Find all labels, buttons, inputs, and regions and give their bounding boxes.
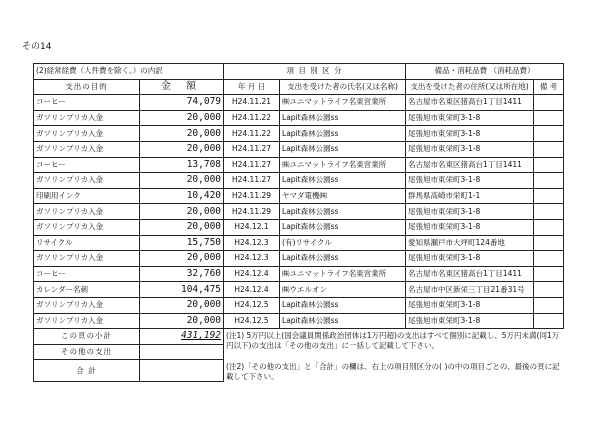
row-address: 名古屋市名東区猪高台1丁目1411 xyxy=(406,157,534,173)
row-purpose: ガソリンプリカ入金 xyxy=(34,110,140,126)
row-date: H24.11.27 xyxy=(224,141,280,157)
col-payee-header: 支出を受けた者の氏名(又は名称) xyxy=(280,79,406,95)
row-purpose: コーヒー xyxy=(34,266,140,282)
row-amount: 104,475 xyxy=(140,282,224,298)
total-value xyxy=(140,360,224,382)
subtotal-value: 431,192 xyxy=(140,329,224,345)
row-remarks xyxy=(534,95,564,111)
row-amount: 20,000 xyxy=(140,173,224,189)
row-address: 尾張旭市東栄町3-1-8 xyxy=(406,297,534,313)
table-row xyxy=(34,95,564,111)
row-amount: 74,079 xyxy=(140,95,224,111)
row-amount: 32,760 xyxy=(140,266,224,282)
row-address: 名古屋市名東区猪高台1丁目1411 xyxy=(406,95,534,111)
row-purpose: ガソリンプリカ入金 xyxy=(34,297,140,313)
row-purpose: 印刷用インク xyxy=(34,188,140,204)
row-purpose: ガソリンプリカ入金 xyxy=(34,313,140,329)
table-row xyxy=(34,204,564,220)
table-row xyxy=(34,219,564,235)
row-purpose: ガソリンプリカ入金 xyxy=(34,204,140,220)
row-address: 尾張旭市東栄町3-1-8 xyxy=(406,313,534,329)
row-purpose: ガソリンプリカ入金 xyxy=(34,141,140,157)
row-payee: Lapit森林公園ss xyxy=(280,204,406,220)
row-date: H24.11.29 xyxy=(224,188,280,204)
row-date: H24.12.4 xyxy=(224,266,280,282)
classification-label: 項 目 別 区 分 xyxy=(224,64,406,80)
row-remarks xyxy=(534,188,564,204)
row-amount: 13,708 xyxy=(140,157,224,173)
row-date: H24.12.5 xyxy=(224,297,280,313)
row-address: 群馬県高崎市栄町1-1 xyxy=(406,188,534,204)
row-purpose: ガソリンプリカ入金 xyxy=(34,126,140,142)
table-row xyxy=(34,235,564,251)
note-1: (注1) 5万円以上(国会議員関係政治団体は1万円超)の支出はすべて個別に記載し、5万円未満(同1万円以下)の支出は「その他の支出」に一括して記載して下さい。 xyxy=(226,331,560,351)
table-row xyxy=(34,282,564,298)
row-date: H24.11.29 xyxy=(224,204,280,220)
row-address: 尾張旭市東栄町3-1-8 xyxy=(406,219,534,235)
row-payee: Lapit森林公園ss xyxy=(280,251,406,267)
table-row xyxy=(34,126,564,142)
row-payee: Lapit森林公園ss xyxy=(280,173,406,189)
row-address: 尾張旭市東栄町3-1-8 xyxy=(406,173,534,189)
other-value xyxy=(140,344,224,360)
row-address: 名古屋市中区新栄三丁目21番31号 xyxy=(406,282,534,298)
row-remarks xyxy=(534,126,564,142)
subtotal-label: この頁の小計 xyxy=(34,329,140,345)
row-amount: 20,000 xyxy=(140,141,224,157)
row-payee: ㈱ウエルオン xyxy=(280,282,406,298)
row-amount: 15,750 xyxy=(140,235,224,251)
table-row xyxy=(34,313,564,329)
row-payee: Lapit森林公園ss xyxy=(280,126,406,142)
row-payee: ㈱ユニマットライフ名東営業所 xyxy=(280,266,406,282)
col-remarks-header: 備 考 xyxy=(534,79,564,95)
row-purpose: カレンダー名刺 xyxy=(34,282,140,298)
row-remarks xyxy=(534,219,564,235)
row-amount: 20,000 xyxy=(140,126,224,142)
row-remarks xyxy=(534,266,564,282)
table-row xyxy=(34,266,564,282)
row-payee: Lapit森林公園ss xyxy=(280,219,406,235)
row-date: H24.12.5 xyxy=(224,313,280,329)
row-purpose: ガソリンプリカ入金 xyxy=(34,251,140,267)
classification-value: 備品・消耗品費 （消耗品費） xyxy=(406,64,564,80)
total-label: 合 計 xyxy=(34,360,140,382)
row-date: H24.11.22 xyxy=(224,110,280,126)
row-amount: 10,420 xyxy=(140,188,224,204)
row-date: H24.11.27 xyxy=(224,157,280,173)
row-payee: ㈱ユニマットライフ名東営業所 xyxy=(280,95,406,111)
row-address: 尾張旭市東栄町3-1-8 xyxy=(406,110,534,126)
row-payee: Lapit森林公園ss xyxy=(280,297,406,313)
total-row xyxy=(34,360,564,382)
row-payee: Lapit森林公園ss xyxy=(280,110,406,126)
category-title: (2)経常経費（人件費を除く。）の内訳 xyxy=(34,64,224,80)
table-row xyxy=(34,188,564,204)
table-row xyxy=(34,297,564,313)
row-date: H24.11.21 xyxy=(224,95,280,111)
table-row xyxy=(34,173,564,189)
row-amount: 20,000 xyxy=(140,251,224,267)
row-amount: 20,000 xyxy=(140,219,224,235)
row-payee: Lapit森林公園ss xyxy=(280,141,406,157)
row-purpose: コーヒー xyxy=(34,157,140,173)
row-payee: (有)リサイクル xyxy=(280,235,406,251)
row-purpose: ガソリンプリカ入金 xyxy=(34,173,140,189)
col-address-header: 支出を受けた者の住所(又は所在地) xyxy=(406,79,534,95)
page-label: その14 xyxy=(22,42,52,52)
row-remarks xyxy=(534,173,564,189)
row-date: H24.12.3 xyxy=(224,235,280,251)
row-purpose: リサイクル xyxy=(34,235,140,251)
row-payee: ㈱ユニマットライフ名東営業所 xyxy=(280,157,406,173)
row-remarks xyxy=(534,110,564,126)
row-date: H24.11.22 xyxy=(224,126,280,142)
row-address: 愛知県瀬戸市大坪町124番地 xyxy=(406,235,534,251)
row-remarks xyxy=(534,297,564,313)
row-amount: 20,000 xyxy=(140,313,224,329)
row-purpose: コーヒー xyxy=(34,95,140,111)
col-date-header: 年 月 日 xyxy=(224,79,280,95)
row-remarks xyxy=(534,157,564,173)
row-payee: ヤマダ電機㈱ xyxy=(280,188,406,204)
row-amount: 20,000 xyxy=(140,297,224,313)
row-date: H24.12.4 xyxy=(224,282,280,298)
row-remarks xyxy=(534,235,564,251)
row-remarks xyxy=(534,313,564,329)
table-row xyxy=(34,157,564,173)
row-remarks xyxy=(534,204,564,220)
col-purpose-header: 支出の目的 xyxy=(34,79,140,95)
row-remarks xyxy=(534,141,564,157)
row-date: H24.11.27 xyxy=(224,173,280,189)
row-remarks xyxy=(534,282,564,298)
table-row xyxy=(34,251,564,267)
header-row-1 xyxy=(34,64,564,80)
row-address: 尾張旭市東栄町3-1-8 xyxy=(406,251,534,267)
table-row xyxy=(34,110,564,126)
row-address: 名古屋市名東区猪高台1丁目1411 xyxy=(406,266,534,282)
row-amount: 20,000 xyxy=(140,204,224,220)
expense-table xyxy=(33,63,564,382)
row-amount: 20,000 xyxy=(140,110,224,126)
header-row-2 xyxy=(34,79,564,95)
col-amount-header: 金 額 xyxy=(140,79,224,95)
row-remarks xyxy=(534,251,564,267)
row-address: 尾張旭市東栄町3-1-8 xyxy=(406,204,534,220)
other-label: その他の支出 xyxy=(34,344,140,360)
row-address: 尾張旭市東栄町3-1-8 xyxy=(406,126,534,142)
row-date: H24.12.3 xyxy=(224,251,280,267)
subtotal-row xyxy=(34,329,564,345)
row-date: H24.12.1 xyxy=(224,219,280,235)
row-purpose: ガソリンプリカ入金 xyxy=(34,219,140,235)
table-row xyxy=(34,141,564,157)
note-2: (注2)「その他の支出」と「合計」の欄は、右上の項目別区分の( )の中の項目ごとの、最後の頁に記載して下さい。 xyxy=(226,361,560,381)
row-payee: Lapit森林公園ss xyxy=(280,313,406,329)
row-address: 尾張旭市東栄町3-1-8 xyxy=(406,141,534,157)
